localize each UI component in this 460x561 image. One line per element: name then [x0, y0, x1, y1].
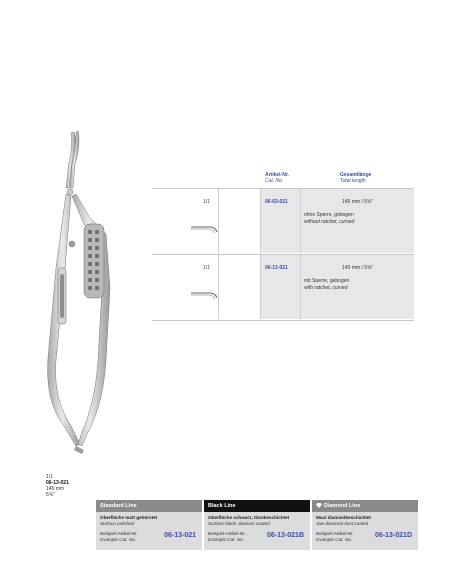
diamond-surface-en: Jaw diamond dust coated	[316, 521, 369, 526]
diamond-line-header	[312, 500, 418, 512]
diamond-icon	[316, 503, 322, 508]
curved-jaw-icon	[190, 289, 218, 301]
row-scale: 1/1	[203, 265, 210, 271]
instrument-caption	[46, 474, 69, 498]
row-desc-en: with ratchet, curved	[304, 285, 348, 291]
standard-surface-en: Surface polished	[100, 521, 135, 526]
diamond-example-en: Example Cat. No.	[316, 537, 352, 542]
length-header	[340, 172, 371, 184]
black-surface-en: Surface black, titanium-coated	[208, 521, 270, 526]
row-article-no: 06-63-021	[265, 199, 288, 205]
row-desc-en: without ratchet, curved	[304, 219, 355, 225]
curved-jaw-icon	[190, 223, 218, 235]
caption-cat-no: 06-13-021	[46, 480, 69, 486]
diamond-example-de: Beispiel-Artikel-Nr.	[316, 531, 354, 536]
caption-length-mm: 145 mm	[46, 486, 65, 492]
length-header-en: Total length	[340, 178, 366, 184]
diamond-example-no: 06-13-021D	[375, 532, 412, 539]
black-line-title: Black Line	[204, 500, 310, 512]
table-row	[152, 254, 414, 319]
standard-surface-de: Oberfläche matt gebürstet	[100, 515, 158, 520]
standard-example-no: 06-13-021	[164, 532, 196, 539]
row-desc-de: mit Sperre, gebogen	[304, 278, 350, 284]
caption-scale: 1/1	[46, 474, 53, 480]
black-example-en: Example Cat. No.	[208, 537, 244, 542]
table-row	[152, 188, 414, 253]
caption-length-in: 5⅝"	[46, 492, 55, 498]
row-length: 145 mm / 5⅝"	[342, 199, 373, 205]
black-surface-de: Oberfläche schwarz, titanbeschichtet	[208, 515, 290, 520]
product-lines	[96, 500, 418, 550]
needle-holder-illustration	[38, 128, 118, 458]
row-article-no: 06-13-021	[265, 265, 288, 271]
diamond-surface-de: Maul diamantbeschichtet	[316, 515, 371, 520]
article-header-de: Artikel-Nr.	[265, 172, 289, 178]
row-scale: 1/1	[203, 199, 210, 205]
black-example-no: 06-13-021B	[267, 532, 304, 539]
article-table	[152, 168, 414, 320]
standard-line-box	[96, 500, 202, 550]
standard-example-en: Example Cat. No.	[100, 537, 136, 542]
standard-line-title: Standard Line	[96, 500, 202, 512]
diamond-line-title: Diamond Line	[324, 503, 361, 509]
black-example-de: Beispiel-Artikel-Nr.	[208, 531, 246, 536]
article-header	[265, 172, 289, 184]
black-line-box	[204, 500, 310, 550]
row-length: 145 mm / 5⅝"	[342, 265, 373, 271]
row-desc-de: ohne Sperre, gebogen	[304, 212, 354, 218]
article-header-en: Cat. No.	[265, 178, 284, 184]
length-header-de: Gesamtlänge	[340, 172, 372, 178]
standard-example-de: Beispiel-Artikel-Nr.	[100, 531, 138, 536]
diamond-line-box	[312, 500, 418, 550]
